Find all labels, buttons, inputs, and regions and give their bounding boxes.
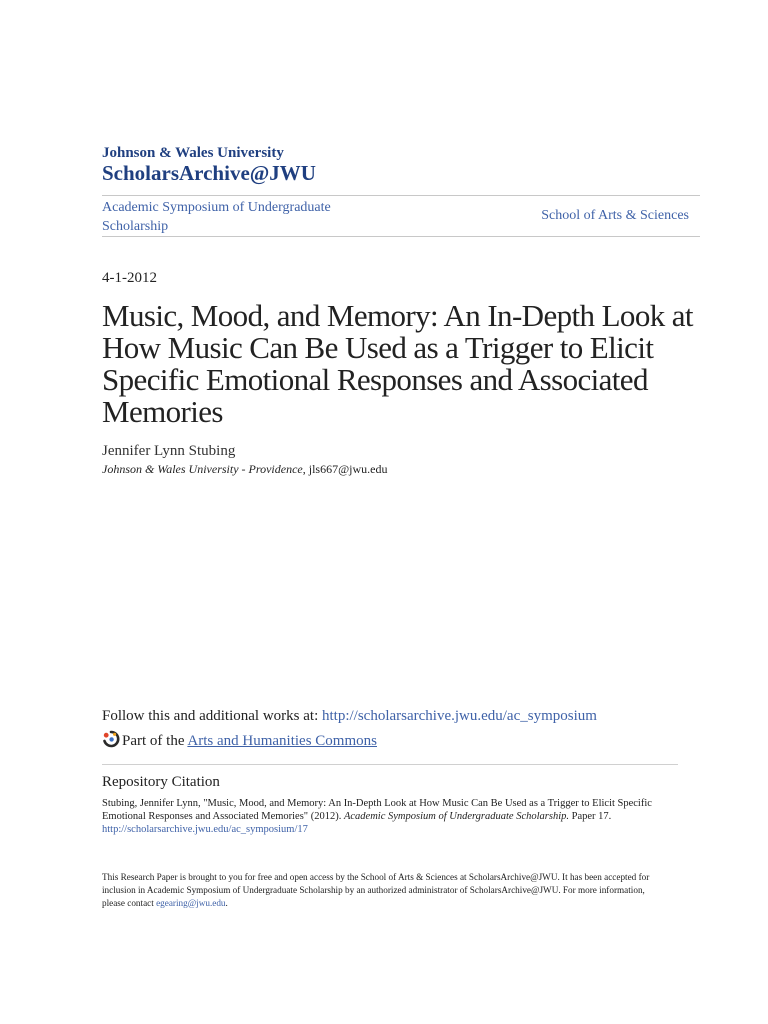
commons-network-icon bbox=[102, 730, 120, 748]
institution-name: Johnson & Wales University bbox=[102, 145, 284, 161]
archive-name-link[interactable]: ScholarsArchive@JWU bbox=[102, 161, 316, 185]
paper-title: Music, Mood, and Memory: An In-Depth Look at How Music Can Be Used as a Trigger to Elicit Specific Emotional Responses and Associated Memories bbox=[102, 298, 693, 429]
part-of-label: Part of the bbox=[122, 733, 188, 749]
follow-label: Follow this and additional works at: bbox=[102, 708, 322, 724]
follow-url-link[interactable]: http://scholarsarchive.jwu.edu/ac_symposium bbox=[321, 708, 597, 724]
citation-heading: Repository Citation bbox=[102, 774, 220, 790]
notice-end: . bbox=[225, 898, 228, 908]
series-link[interactable]: Academic Symposium of Undergraduate Scholarship bbox=[102, 200, 331, 234]
header-divider-top bbox=[102, 195, 700, 196]
author-affiliation bbox=[102, 462, 387, 477]
part-of-line bbox=[102, 730, 377, 750]
citation-url-link[interactable]: http://scholarsarchive.jwu.edu/ac_symposium/17 bbox=[102, 824, 308, 835]
header-divider-bottom bbox=[102, 236, 700, 237]
citation-divider bbox=[102, 764, 678, 765]
author-name: Jennifer Lynn Stubing bbox=[102, 443, 236, 459]
author-email: , jls667@jwu.edu bbox=[302, 462, 388, 476]
notice-text: This Research Paper is brought to you for free and open access by the School of Arts & Sciences at ScholarsArchive@JWU. It has been accepted for inclusion in Academic Symposium of Undergraduate Scholarship by an authorized administrator of ScholarsArchive@JWU. For more information, please contact bbox=[102, 872, 650, 908]
citation-paper: Paper 17. bbox=[569, 811, 612, 822]
affiliation-text: Johnson & Wales University - Providence bbox=[102, 462, 303, 476]
publication-date: 4-1-2012 bbox=[102, 270, 157, 286]
follow-line bbox=[102, 708, 597, 725]
citation-text bbox=[102, 797, 662, 836]
citation-body: Stubing, Jennifer Lynn, "Music, Mood, and Memory: An In-Depth Look at How Music Can Be Used as a Trigger to Elicit Specific Emotional Responses and Associated Memories" (2012). bbox=[102, 798, 652, 822]
contact-email-link[interactable]: egearing@jwu.edu bbox=[156, 898, 226, 908]
access-notice bbox=[102, 871, 662, 910]
citation-series: Academic Symposium of Undergraduate Scholarship. bbox=[343, 811, 570, 822]
department-link[interactable]: School of Arts & Sciences bbox=[541, 208, 689, 223]
commons-link[interactable]: Arts and Humanities Commons bbox=[187, 733, 377, 749]
